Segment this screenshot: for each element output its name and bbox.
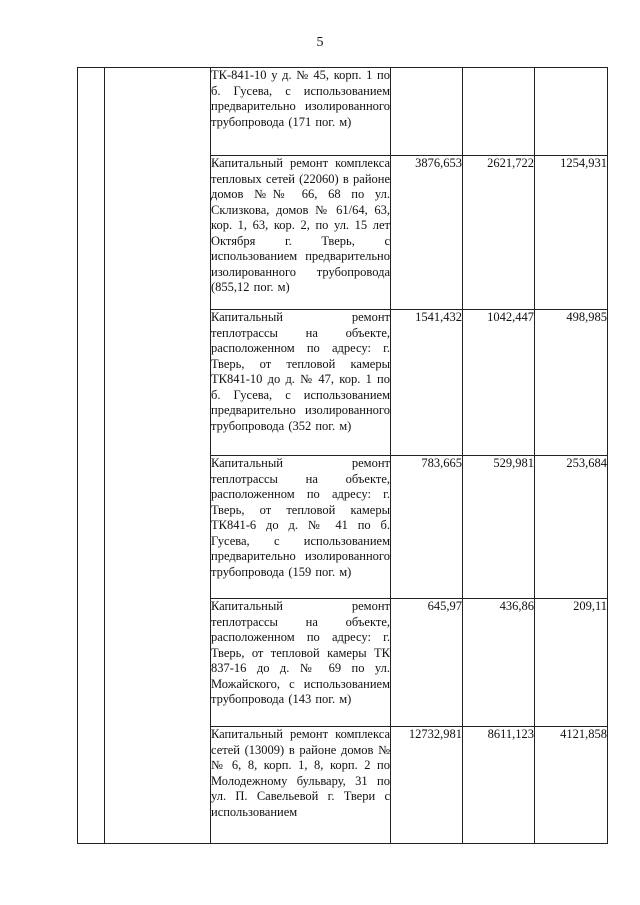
work-description: Капитальный ремонт теплотрассы на объекте, расположенном по адресу: г. Тверь, от тепловой камеры ТК 837-16 до д. № 69 по ул. Можайского, с использованием трубопровода (143 пог. м) <box>211 599 391 727</box>
work-description: Капитальный ремонт теплотрассы на объекте, расположенном по адресу: г. Тверь, от тепловой камеры ТК841-10 до д. № 47, кор. 1 по б. Гусева, с использованием предварительно изолированного трубопровода (352 пог. м) <box>211 310 391 456</box>
total-amount: 12732,981 <box>391 727 463 844</box>
work-description: ТК-841-10 у д. № 45, корп. 1 по б. Гусева, с использованием предварительно изолированного трубопровода (171 пог. м) <box>211 68 391 156</box>
table-row <box>78 68 608 156</box>
total-amount: 645,97 <box>391 599 463 727</box>
page-number: 5 <box>316 35 324 50</box>
object-column-cell <box>105 68 211 844</box>
amount-col2: 436,86 <box>463 599 535 727</box>
work-description: Капитальный ремонт комплекса сетей (13009) в районе домов №№ 6, 8, корп. 1, 8, корп. 2 по Молодежному бульвару, 31 по ул. П. Савельевой г. Твери с использованием <box>211 727 391 844</box>
amount-col3: 209,11 <box>535 599 608 727</box>
amount-col3 <box>535 68 608 156</box>
amount-col2 <box>463 68 535 156</box>
amount-col2: 1042,447 <box>463 310 535 456</box>
total-amount <box>391 68 463 156</box>
amount-col3: 498,985 <box>535 310 608 456</box>
total-amount: 783,665 <box>391 456 463 599</box>
budget-table <box>77 67 608 844</box>
amount-col2: 2621,722 <box>463 156 535 310</box>
amount-col3: 253,684 <box>535 456 608 599</box>
amount-col2: 8611,123 <box>463 727 535 844</box>
total-amount: 1541,432 <box>391 310 463 456</box>
total-amount: 3876,653 <box>391 156 463 310</box>
amount-col3: 4121,858 <box>535 727 608 844</box>
index-column-cell <box>78 68 105 844</box>
amount-col2: 529,981 <box>463 456 535 599</box>
work-description: Капитальный ремонт теплотрассы на объекте, расположенном по адресу: г. Тверь, от тепловой камеры ТК841-6 до д. № 41 по б. Гусева, с использованием предварительно изолированного трубопровода (159 пог. м) <box>211 456 391 599</box>
amount-col3: 1254,931 <box>535 156 608 310</box>
work-description: Капитальный ремонт комплекса тепловых сетей (22060) в районе домов №№ 66, 68 по ул. Склизкова, домов № 61/64, 63, кор. 1, 63, кор. 2, по ул. 15 лет Октября г. Тверь, с использованием предварительно изолированного трубопровода (855,12 пог. м) <box>211 156 391 310</box>
